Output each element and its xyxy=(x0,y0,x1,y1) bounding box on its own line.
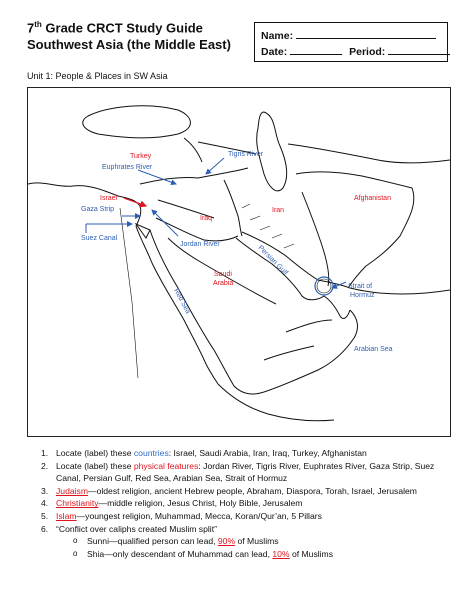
page-title xyxy=(27,16,231,53)
afghanistan-border xyxy=(296,172,414,288)
list-item xyxy=(27,447,457,460)
list-subitem xyxy=(27,535,457,548)
keyword-judaism: Judaism xyxy=(56,485,88,496)
keyword-countries: countries xyxy=(133,448,169,458)
title-grade: 7 xyxy=(27,20,35,36)
period-label: Period: xyxy=(349,46,386,58)
label-iran: Iran xyxy=(272,207,285,214)
list-text: Sunni—qualified person can lead, xyxy=(87,536,218,547)
name-row xyxy=(261,29,436,42)
bullet: o xyxy=(73,548,78,558)
title-line-1-text: Grade CRCT Study Guide xyxy=(41,20,203,36)
title-superscript: th xyxy=(34,20,42,29)
feature-arrows xyxy=(86,158,346,288)
list-number: 5. xyxy=(41,510,49,521)
euphrates-arrow xyxy=(138,170,176,184)
iraq-iran-border xyxy=(224,180,242,236)
label-israel: Israel xyxy=(100,195,118,202)
unit-heading: Unit 1: People & Places in SW Asia xyxy=(27,71,168,81)
date-label: Date: xyxy=(261,46,288,58)
keyword-christianity: Christianity xyxy=(56,498,99,509)
label-arabia: Arabia xyxy=(213,280,234,287)
label-hormuz-1: Strait of xyxy=(348,283,373,290)
study-list xyxy=(27,447,457,560)
list-text: “Conflict over caliphs created Muslim split” xyxy=(56,523,217,534)
black-sea-outline xyxy=(83,106,191,138)
list-text: Locate (label) these xyxy=(56,460,134,471)
israel-arrow xyxy=(124,198,146,206)
hormuz-circle xyxy=(315,277,333,295)
list-item xyxy=(27,485,457,498)
jordan-arrow xyxy=(152,210,178,236)
country-labels xyxy=(100,153,391,287)
keyword-shia-percent: 10% xyxy=(272,548,290,559)
red-sea-west-coast xyxy=(136,226,218,384)
label-euphrates: Euphrates River xyxy=(102,164,153,171)
keyword-islam: Islam xyxy=(56,510,77,521)
date-period-row xyxy=(261,45,450,58)
list-text: Locate (label) these xyxy=(56,448,134,458)
list-number: 2. xyxy=(41,460,49,471)
arabia-south-coast xyxy=(264,310,357,392)
list-item xyxy=(27,497,457,510)
keyword-sunni-percent: 90% xyxy=(217,536,236,547)
label-saudi: Saudi xyxy=(214,271,232,278)
turkey-border xyxy=(140,168,248,184)
name-date-box xyxy=(254,22,448,62)
list-item xyxy=(27,523,457,536)
list-text: —youngest religion, Muhammad, Mecca, Koran/Qur’an, 5 Pillars xyxy=(76,510,322,521)
list-text: —oldest religion, ancient Hebrew people, Abraham, Diaspora, Torah, Israel, Jerusalem xyxy=(88,485,417,496)
saudi-borders xyxy=(204,264,332,360)
mediterranean-coast xyxy=(28,183,141,226)
persian-gulf-coast xyxy=(236,238,350,318)
list-item xyxy=(27,460,457,485)
label-hormuz-2: Hormuz xyxy=(350,292,375,299)
list-number: 6. xyxy=(41,523,49,534)
list-text: : Israel, Saudi Arabia, Iran, Iraq, Turkey, Afghanistan xyxy=(168,448,367,458)
label-afghanistan: Afghanistan xyxy=(354,195,391,202)
list-text: Shia—only descendant of Muhammad can lead, xyxy=(87,548,273,559)
label-red-sea: Red Sea xyxy=(172,287,192,315)
horn-of-africa-coast xyxy=(218,384,334,421)
tigris-arrow xyxy=(206,158,224,174)
arabia-west-coast xyxy=(150,230,264,394)
title-line-1 xyxy=(27,16,231,36)
list-number: 1. xyxy=(41,448,49,458)
period-field[interactable] xyxy=(388,45,450,55)
date-field[interactable] xyxy=(290,45,342,55)
list-text: —middle religion, Jesus Christ, Holy Bible, Jerusalem xyxy=(98,498,303,509)
list-subitem xyxy=(27,548,457,561)
zagros-ridges xyxy=(242,204,294,248)
name-field[interactable] xyxy=(296,29,436,39)
nile-river xyxy=(120,208,138,378)
name-label: Name: xyxy=(261,30,294,42)
levant-borders xyxy=(156,200,238,264)
list-text: of Muslims xyxy=(289,548,334,559)
central-asia-border xyxy=(288,144,450,163)
list-number: 3. xyxy=(41,485,49,496)
map-southwest-asia xyxy=(27,87,451,437)
list-text: of Muslims xyxy=(235,536,279,547)
northern-border xyxy=(184,138,256,162)
keyword-physical-features: physical features xyxy=(133,460,199,471)
list-item xyxy=(27,510,457,523)
list-number: 4. xyxy=(41,498,49,509)
title-line-2: Southwest Asia (the Middle East) xyxy=(27,37,231,53)
list-text: : Jordan River, Tigris River, Euphrates River, Gaza Strip, Suez Canal, Persian Gulf, Red Sea, Arabian Sea, Strait of Hormuz xyxy=(56,460,435,484)
label-gaza: Gaza Strip xyxy=(81,206,115,213)
label-persian: Persian Gulf xyxy=(256,244,289,277)
label-tigris: Tigris River xyxy=(228,151,264,158)
label-jordan: Jordan River xyxy=(180,241,220,248)
label-turkey: Turkey xyxy=(130,153,152,160)
label-arabian: Arabian Sea xyxy=(354,346,393,353)
feature-labels xyxy=(81,151,393,353)
label-iraq: Iraq xyxy=(200,215,213,222)
label-suez: Suez Canal xyxy=(81,235,118,242)
bullet: o xyxy=(73,536,78,546)
